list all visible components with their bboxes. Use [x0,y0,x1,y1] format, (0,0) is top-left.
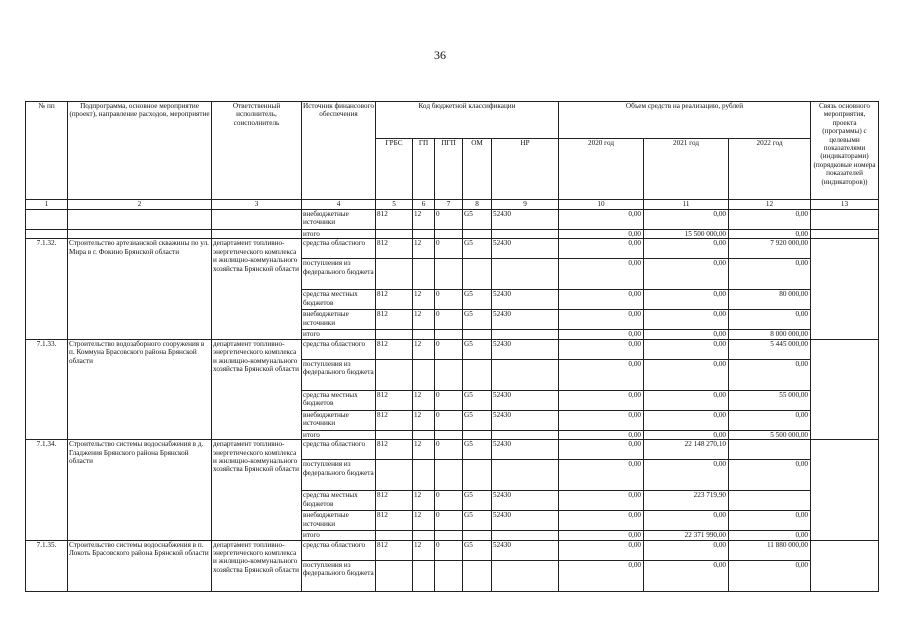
link-cell [811,440,879,540]
item-number: 7.1.35. [26,540,68,591]
amount-2021-cell: 0,00 [644,290,729,310]
link-cell [811,239,879,339]
om-cell: G5 [463,491,492,511]
pgp-cell [435,430,463,439]
item-number: 7.1.34. [26,440,68,540]
source-cell: поступления из федерального бюджета [302,259,376,290]
amount-2021-cell: 0,00 [644,410,729,430]
table-body [26,102,879,592]
np-cell: 52430 [492,390,559,410]
column-number-cell: 12 [729,200,811,210]
program-name: Строительство водозаборного сооружения в п. Коммуна Брасовского района Брянской области [68,339,212,439]
pgp-cell: 0 [435,390,463,410]
header-2021: 2021 год [644,139,729,200]
pgp-cell [435,460,463,491]
np-cell [492,330,559,339]
amount-2021-cell: 0,00 [644,210,729,230]
om-cell [463,259,492,290]
column-number-cell: 6 [413,200,435,210]
np-cell: 52430 [492,339,559,359]
np-cell: 52430 [492,440,559,460]
header-np: НР [492,139,559,200]
amount-2022-cell [729,491,811,511]
amount-2022-cell: 0,00 [729,310,811,330]
amount-2020-cell: 0,00 [559,330,644,339]
amount-2020-cell: 0,00 [559,511,644,531]
amount-2021-cell: 0,00 [644,460,729,491]
gp-cell [413,460,435,491]
grbs-cell [376,230,413,239]
column-number-cell: 1 [26,200,68,210]
amount-2021-cell: 0,00 [644,430,729,439]
om-cell [463,359,492,390]
link-cell [811,540,879,591]
budget-table [25,101,879,592]
column-number-cell: 13 [811,200,879,210]
om-cell [463,460,492,491]
np-cell [492,259,559,290]
om-cell: G5 [463,239,492,259]
np-cell [492,560,559,591]
source-cell: поступления из федерального бюджета [302,560,376,591]
column-number-row [26,200,879,210]
grbs-cell: 812 [376,290,413,310]
om-cell: G5 [463,339,492,359]
program-cell [68,210,212,230]
amount-2021-cell: 0,00 [644,560,729,591]
column-number-cell: 9 [492,200,559,210]
amount-2020-cell: 0,00 [559,339,644,359]
amount-2022-cell: 0,00 [729,511,811,531]
gp-cell [413,560,435,591]
amount-2021-cell: 0,00 [644,390,729,410]
gp-cell: 12 [413,210,435,230]
executor-cell [212,230,302,239]
executor-cell [212,210,302,230]
np-cell: 52430 [492,410,559,430]
amount-2022-cell [729,440,811,460]
header-row-top [26,102,879,139]
amount-2021-cell: 22 371 990,00 [644,531,729,540]
amount-2021-cell: 0,00 [644,239,729,259]
pgp-cell: 0 [435,239,463,259]
pgp-cell: 0 [435,410,463,430]
amount-2020-cell: 0,00 [559,259,644,290]
amount-2020-cell: 0,00 [559,230,644,239]
grbs-cell: 812 [376,491,413,511]
pgp-cell [435,359,463,390]
amount-2020-cell: 0,00 [559,531,644,540]
amount-2020-cell: 0,00 [559,410,644,430]
header-volume: Объем средств на реализацию, рублей [559,102,811,139]
pgp-cell [435,560,463,591]
grbs-cell [376,259,413,290]
amount-2022-cell: 55 000,00 [729,390,811,410]
header-grbs: ГРБС [376,139,413,200]
amount-2022-cell: 80 000,00 [729,290,811,310]
source-cell: внебюджетные источники [302,410,376,430]
gp-cell: 12 [413,239,435,259]
executor-name: департамент топливно-энергетического комплекса и жилищно-коммунального хозяйства Брянской области [212,239,302,339]
program-name: Строительство артезианской скважины по ул. Мира в г. Фокино Брянской области [68,239,212,339]
header-num: № пп [26,102,68,200]
amount-2020-cell: 0,00 [559,491,644,511]
source-cell: итого [302,531,376,540]
amount-2020-cell: 0,00 [559,440,644,460]
amount-2020-cell: 0,00 [559,390,644,410]
executor-name: департамент топливно-энергетического комплекса и жилищно-коммунального хозяйства Брянской области [212,440,302,540]
gp-cell: 12 [413,511,435,531]
om-cell: G5 [463,210,492,230]
amount-2020-cell: 0,00 [559,460,644,491]
source-cell: средства областного [302,239,376,259]
amount-2022-cell: 5 445 000,00 [729,339,811,359]
program-cell [68,230,212,239]
header-gp: ГП [413,139,435,200]
om-cell [463,430,492,439]
amount-2022-cell: 11 880 000,00 [729,540,811,560]
table-row [26,339,879,359]
source-cell: поступления из федерального бюджета [302,460,376,491]
np-cell [492,430,559,439]
grbs-cell: 812 [376,440,413,460]
np-cell [492,531,559,540]
amount-2022-cell: 8 000 000,00 [729,330,811,339]
grbs-cell: 812 [376,511,413,531]
column-number-cell: 5 [376,200,413,210]
amount-2021-cell: 0,00 [644,339,729,359]
om-cell: G5 [463,290,492,310]
column-number-cell: 8 [463,200,492,210]
om-cell: G5 [463,440,492,460]
gp-cell: 12 [413,440,435,460]
gp-cell [413,430,435,439]
grbs-cell: 812 [376,390,413,410]
amount-2021-cell: 15 500 000,00 [644,230,729,239]
amount-2020-cell: 0,00 [559,310,644,330]
grbs-cell: 812 [376,210,413,230]
table-row [26,440,879,460]
pgp-cell: 0 [435,540,463,560]
amount-2021-cell: 0,00 [644,330,729,339]
header-pgp: ПГП [435,139,463,200]
om-cell [463,560,492,591]
pgp-cell: 0 [435,339,463,359]
om-cell: G5 [463,511,492,531]
amount-2021-cell: 0,00 [644,310,729,330]
header-2022: 2022 год [729,139,811,200]
header-budget-code: Код бюджетной классификации [376,102,559,139]
link-cell [811,230,879,239]
column-number-cell: 7 [435,200,463,210]
gp-cell: 12 [413,339,435,359]
amount-2022-cell: 0,00 [729,460,811,491]
pgp-cell [435,230,463,239]
amount-2022-cell: 0,00 [729,531,811,540]
gp-cell [413,531,435,540]
amount-2020-cell: 0,00 [559,430,644,439]
item-number: 7.1.33. [26,339,68,439]
gp-cell [413,230,435,239]
header-source: Источник финансового обеспечения [302,102,376,200]
source-cell: средства местных бюджетов [302,491,376,511]
gp-cell [413,330,435,339]
amount-2020-cell: 0,00 [559,210,644,230]
np-cell [492,460,559,491]
amount-2020-cell: 0,00 [559,560,644,591]
np-cell: 52430 [492,511,559,531]
np-cell: 52430 [492,290,559,310]
om-cell: G5 [463,410,492,430]
grbs-cell: 812 [376,540,413,560]
grbs-cell [376,359,413,390]
om-cell: G5 [463,540,492,560]
header-om: ОМ [463,139,492,200]
pgp-cell: 0 [435,310,463,330]
program-name: Строительство системы водоснабжения в п. Локоть Брасовского района Брянской области [68,540,212,591]
source-cell: итого [302,230,376,239]
amount-2021-cell: 0,00 [644,540,729,560]
link-cell [811,339,879,439]
grbs-cell: 812 [376,310,413,330]
source-cell: средства местных бюджетов [302,290,376,310]
grbs-cell [376,560,413,591]
table-row [26,210,879,230]
num-cell [26,210,68,230]
grbs-cell [376,430,413,439]
gp-cell: 12 [413,390,435,410]
pgp-cell: 0 [435,290,463,310]
link-cell [811,210,879,230]
grbs-cell [376,330,413,339]
source-cell: итого [302,430,376,439]
grbs-cell [376,531,413,540]
gp-cell: 12 [413,410,435,430]
gp-cell: 12 [413,310,435,330]
np-cell: 52430 [492,540,559,560]
grbs-cell: 812 [376,410,413,430]
amount-2022-cell: 0,00 [729,230,811,239]
pgp-cell [435,259,463,290]
amount-2022-cell: 0,00 [729,410,811,430]
pgp-cell: 0 [435,511,463,531]
gp-cell [413,259,435,290]
column-number-cell: 10 [559,200,644,210]
source-cell: средства областного [302,540,376,560]
source-cell: внебюджетные источники [302,310,376,330]
column-number-cell: 3 [212,200,302,210]
np-cell: 52430 [492,210,559,230]
np-cell: 52430 [492,491,559,511]
om-cell: G5 [463,390,492,410]
table-row [26,540,879,560]
amount-2022-cell: 0,00 [729,359,811,390]
source-cell: поступления из федерального бюджета [302,359,376,390]
om-cell [463,531,492,540]
amount-2020-cell: 0,00 [559,540,644,560]
pgp-cell [435,531,463,540]
table-row [26,230,879,239]
amount-2020-cell: 0,00 [559,239,644,259]
column-number-cell: 2 [68,200,212,210]
pgp-cell [435,330,463,339]
source-cell: средства местных бюджетов [302,390,376,410]
np-cell: 52430 [492,239,559,259]
amount-2022-cell: 7 920 000,00 [729,239,811,259]
amount-2022-cell: 0,00 [729,259,811,290]
source-cell: средства областного [302,339,376,359]
source-cell: внебюджетные источники [302,511,376,531]
pgp-cell: 0 [435,210,463,230]
amount-2022-cell: 0,00 [729,210,811,230]
np-cell: 52430 [492,310,559,330]
executor-name: департамент топливно-энергетического комплекса и жилищно-коммунального хозяйства Брянской области [212,339,302,439]
gp-cell [413,359,435,390]
executor-name: департамент топливно-энергетического комплекса и жилищно-коммунального хозяйства Брянской области [212,540,302,591]
amount-2022-cell: 5 500 000,00 [729,430,811,439]
grbs-cell [376,460,413,491]
amount-2020-cell: 0,00 [559,359,644,390]
amount-2021-cell: 0,00 [644,359,729,390]
page-number: 36 [434,48,446,62]
om-cell [463,230,492,239]
header-2020: 2020 год [559,139,644,200]
column-number-cell: 4 [302,200,376,210]
amount-2021-cell: 0,00 [644,511,729,531]
amount-2021-cell: 0,00 [644,259,729,290]
amount-2022-cell: 0,00 [729,560,811,591]
header-program: Подпрограмма, основное мероприятие (проект), направление расходов, мероприятие [68,102,212,200]
gp-cell: 12 [413,491,435,511]
program-name: Строительство системы водоснабжения в д. Гладжения Брянского района Брянской области [68,440,212,540]
column-number-cell: 11 [644,200,729,210]
header-executor: Ответственный исполнитель, соисполнитель [212,102,302,200]
grbs-cell: 812 [376,239,413,259]
om-cell: G5 [463,310,492,330]
amount-2021-cell: 22 148 270,10 [644,440,729,460]
source-cell: внебюджетные источники [302,210,376,230]
gp-cell: 12 [413,540,435,560]
source-cell: итого [302,330,376,339]
amount-2021-cell: 223 719,90 [644,491,729,511]
np-cell [492,359,559,390]
item-number: 7.1.32. [26,239,68,339]
np-cell [492,230,559,239]
gp-cell: 12 [413,290,435,310]
source-cell: средства областного [302,440,376,460]
grbs-cell: 812 [376,339,413,359]
pgp-cell: 0 [435,491,463,511]
header-link: Связь основного мероприятия, проекта (программы) с целевыми показателями (индикаторами) (порядковые номера показателей (индикаторов)) [811,102,879,200]
om-cell [463,330,492,339]
amount-2020-cell: 0,00 [559,290,644,310]
table-row [26,239,879,259]
num-cell [26,230,68,239]
pgp-cell: 0 [435,440,463,460]
